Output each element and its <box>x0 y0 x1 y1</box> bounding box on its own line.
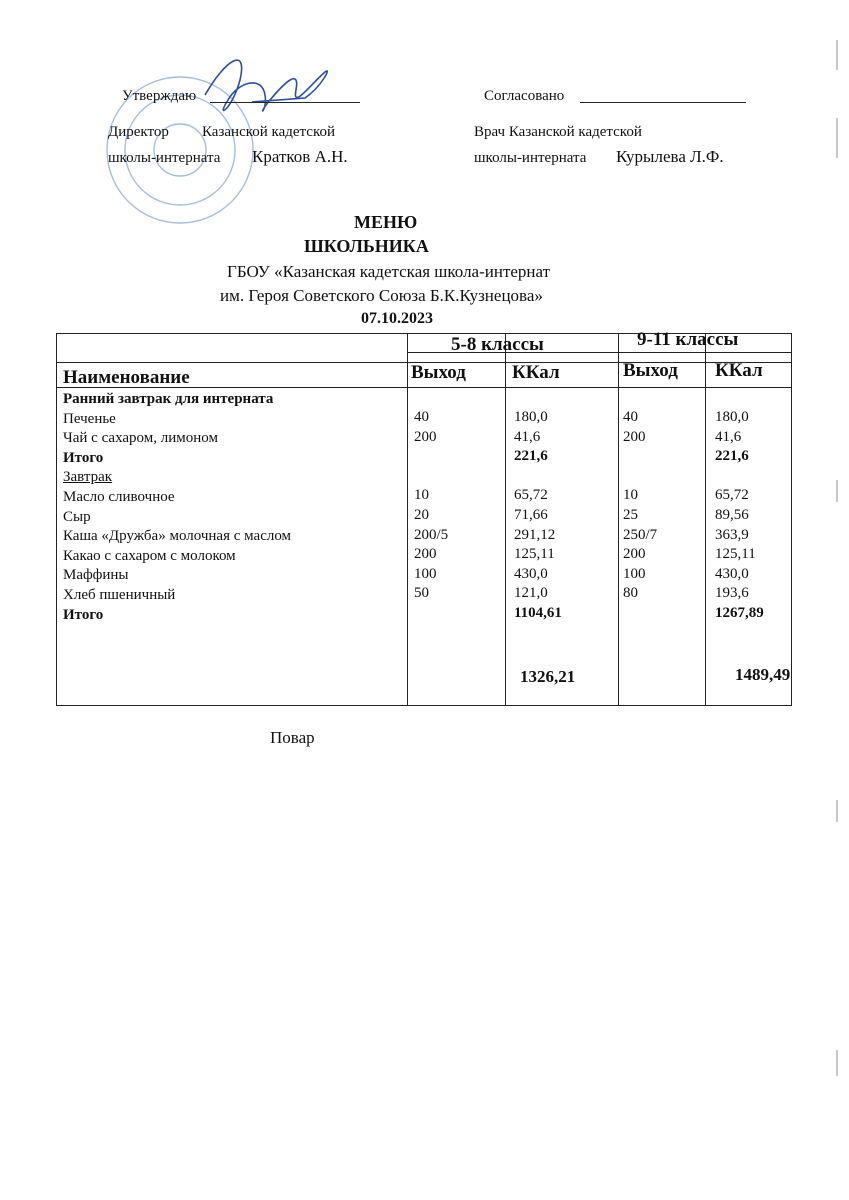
header-kcal-a: ККал <box>512 362 560 383</box>
doctor-position-2: школы-интерната <box>474 150 587 166</box>
table-cell: 200 <box>623 546 646 563</box>
table-cell: Ранний завтрак для интерната <box>63 391 274 407</box>
table-cell: 1104,61 <box>514 604 562 621</box>
table-cell: 200 <box>414 428 437 445</box>
menu-date: 07.10.2023 <box>361 310 433 327</box>
director-org: Казанской кадетской <box>202 124 335 140</box>
table-cell: Чай с сахаром, лимоном <box>63 430 218 447</box>
school-name-line2: им. Героя Советского Союза Б.К.Кузнецова» <box>220 286 543 305</box>
table-cell: 100 <box>623 565 646 582</box>
table-cell: 430,0 <box>514 565 548 582</box>
table-cell: 1267,89 <box>715 604 764 621</box>
scan-edge-mark <box>836 800 838 822</box>
group-5-8-header: 5-8 классы <box>451 334 544 355</box>
table-cell: Каша «Дружба» молочная с маслом <box>63 528 292 545</box>
table-cell: 121,0 <box>514 585 548 602</box>
table-cell: 250/7 <box>623 526 658 543</box>
table-cell: 100 <box>414 565 437 582</box>
header-output-b: Выход <box>623 360 678 381</box>
table-cell: 25 <box>623 506 638 523</box>
kcal-a-column <box>514 408 562 624</box>
director-position: Директор <box>108 124 169 140</box>
table-cell: 363,9 <box>715 526 749 543</box>
header-kcal-b: ККал <box>715 360 763 381</box>
director-position-2: школы-интерната <box>108 150 221 166</box>
table-cell <box>623 447 657 467</box>
table-cell: 10 <box>623 487 638 504</box>
school-name-line1: ГБОУ «Казанская кадетская школа-интернат <box>227 262 551 281</box>
agree-signature-line <box>580 102 746 103</box>
table-cell: 193,6 <box>715 585 749 602</box>
table-cell: Завтрак <box>63 469 113 486</box>
table-cell <box>414 447 448 467</box>
table-cell: 221,6 <box>715 448 749 465</box>
table-cell: Итого <box>63 606 104 623</box>
table-cell: Масло сливочное <box>63 488 175 505</box>
table-cell: 40 <box>414 409 429 425</box>
menu-title: МЕНЮ <box>354 212 418 232</box>
table-cell: Хлеб пшеничный <box>63 586 176 603</box>
cook-label: Повар <box>270 728 315 747</box>
header-output-a: Выход <box>411 362 466 383</box>
table-cell: 65,72 <box>514 487 548 504</box>
group-9-11-header: 9-11 классы <box>637 329 739 350</box>
table-cell: Итого <box>63 449 104 466</box>
table-cell: 41,6 <box>514 428 541 445</box>
table-cell: 71,66 <box>514 506 548 523</box>
table-cell: 10 <box>414 487 429 504</box>
menu-table <box>56 329 792 706</box>
table-cell: 89,56 <box>715 506 749 523</box>
director-signature <box>205 60 327 111</box>
approve-signature-line <box>210 102 360 103</box>
table-cell <box>715 467 764 487</box>
table-cell <box>414 467 448 487</box>
table-cell: Печенье <box>63 410 116 427</box>
header-name: Наименование <box>63 367 190 388</box>
table-cell <box>514 467 562 487</box>
table-cell: 41,6 <box>715 428 742 445</box>
table-cell: 200 <box>623 428 646 445</box>
table-cell: 291,12 <box>514 526 556 543</box>
table-cell: 430,0 <box>715 565 749 582</box>
table-cell: Какао с сахаром с молоком <box>63 547 236 564</box>
table-cell: Маффины <box>63 567 129 584</box>
table-cell <box>623 604 657 624</box>
table-cell: 180,0 <box>514 409 548 425</box>
table-cell: 125,11 <box>715 546 756 563</box>
kcal-b-column <box>715 408 764 624</box>
table-cell: Сыр <box>63 508 91 525</box>
grand-total-b: 1489,49 <box>735 665 791 684</box>
table-cell: 200 <box>414 546 437 563</box>
table-cell: 40 <box>623 409 638 425</box>
table-cell: 80 <box>623 585 638 602</box>
doctor-name: Курылева Л.Ф. <box>616 147 724 166</box>
table-cell: 200/5 <box>414 526 449 543</box>
table-cell: 221,6 <box>514 448 548 465</box>
menu-subtitle: ШКОЛЬНИКА <box>304 236 429 256</box>
scan-edge-mark <box>836 1050 838 1076</box>
output-b-column <box>623 408 657 624</box>
table-cell <box>414 604 448 624</box>
approve-label: Утверждаю <box>122 88 197 104</box>
table-cell <box>623 467 657 487</box>
table-cell: 20 <box>414 506 429 523</box>
table-cell: 50 <box>414 585 429 602</box>
doctor-position: Врач Казанской кадетской <box>474 124 642 140</box>
table-cell: 125,11 <box>514 546 555 563</box>
grand-total-a: 1326,21 <box>520 667 576 686</box>
table-cell: 65,72 <box>715 487 749 504</box>
output-a-column <box>414 408 448 624</box>
director-name: Кратков А.Н. <box>252 147 348 166</box>
agree-label: Согласовано <box>484 88 565 104</box>
scan-edge-mark <box>836 480 838 502</box>
name-column <box>63 390 291 625</box>
table-cell: 180,0 <box>715 409 749 425</box>
